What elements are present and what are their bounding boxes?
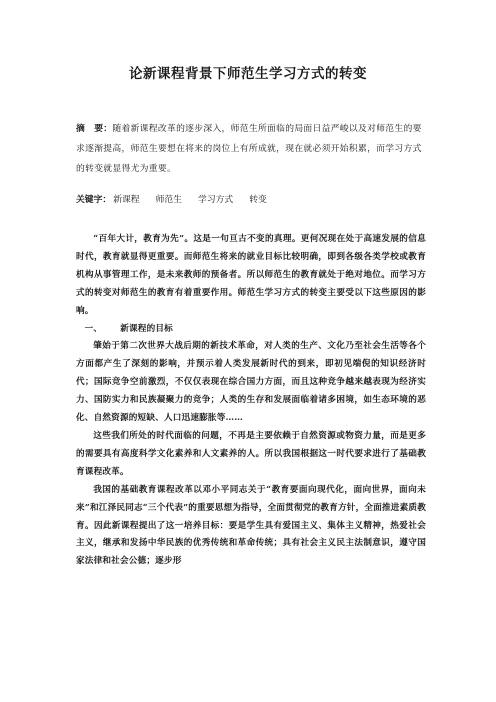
abstract-label: 摘 要： xyxy=(76,124,113,134)
keyword-item: 学习方式 xyxy=(198,195,234,205)
paragraph: “百年大计，教育为先”。这是一句亘古不变的真理。更何况现在处于高速发展的信息时代，教育就显得更重要。而师范生将来的就业目标比较明确，即到各级各类学校或教育机构从事管理工作，是未来教师的预备者。所以师范生的教育就处于绝对地位。而学习方式的转变对师范生的教育有着重要作用。师范生学习方式的转变主要受以下这些原因的影响。 xyxy=(76,234,426,316)
keywords-label: 关键字： xyxy=(76,195,112,205)
abstract-text: 随着新课程改革的逐步深入，师范生所面临的局面日益严峻以及对师范生的要求逐渐提高，师范生要想在将来的岗位上有所成就，现在就必须开始积累，而学习方式的转变就显得尤为重要。 xyxy=(76,124,422,174)
keyword-item: 转变 xyxy=(249,195,267,205)
section-title: 新课程的目标 xyxy=(120,323,173,334)
keyword-item: 师范生 xyxy=(155,195,183,205)
keywords xyxy=(76,193,426,207)
keyword-item: 新课程 xyxy=(113,195,140,205)
section-heading xyxy=(76,321,426,339)
body-text xyxy=(76,231,426,571)
paragraph: 肇始于第二次世界大战后期的新技术革命，对人类的生产、文化乃至社会生活等各个方面都产生了深刻的影响，并预示着人类发展新时代的到来，即初见端倪的知识经济时代；国际竞争空前激烈，不仅仅表现在综合国力方面，而且这种竞争越来越表现为经济实力、国防实力和民族凝聚力的竞争；人类的生存和发展面临着诸多困境，如生态环境的恶化、自然资源的短缺、人口迅速膨胀等…… xyxy=(76,341,426,424)
section-number: 一、 xyxy=(84,323,103,334)
paragraph: 这些我们所处的时代面临的问题，不再是主要依赖于自然资源或物资力量，而是更多的需要具有高度科学文化素养和人文素养的人。所以我国根据这一时代要求进行了基础教育课程改革。 xyxy=(76,430,426,477)
page-title: 论新课程背景下师范生学习方式的转变 xyxy=(129,66,367,82)
abstract xyxy=(76,119,426,179)
paragraph: 我国的基础教育课程改革以邓小平同志关于“教育要面向现代化，面向世界，面向未来”和江泽民同志“三个代表”的重要思想为指导，全面贯彻党的教育方针，全面推进素质教育。因此新课程提出了这一培养目标：要是学生具有爱国主义、集体主义精神，热爱社会主义，继承和发扬中华民族的优秀传统和革命传统；具有社会主义民主法制意识，遵守国家法律和社会公德；逐步形 xyxy=(76,484,426,567)
